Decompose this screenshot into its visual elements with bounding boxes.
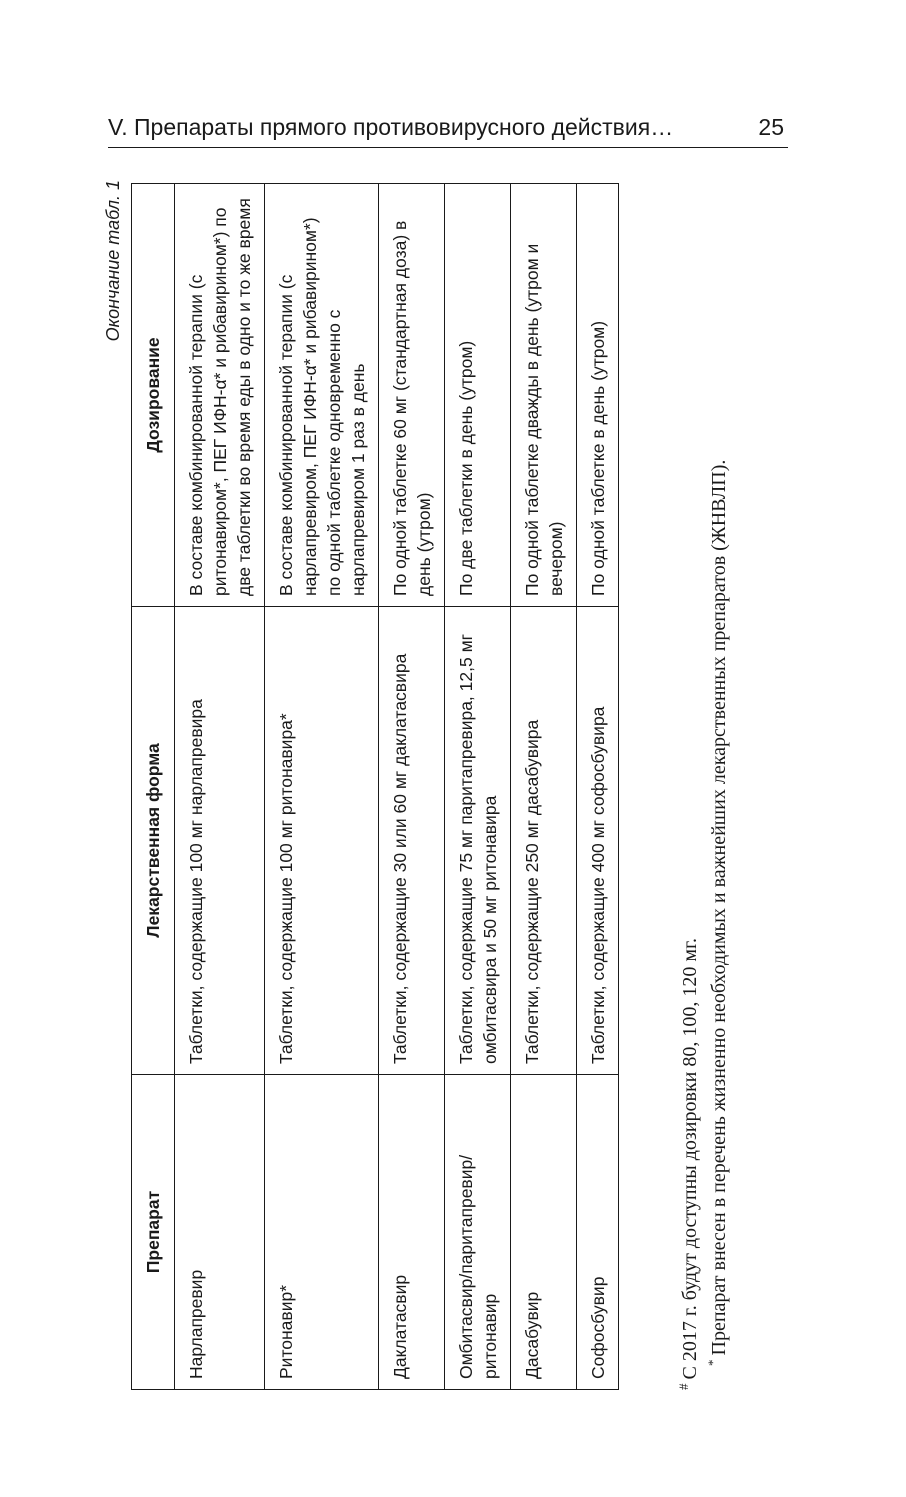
footnote-mark: *	[705, 1359, 721, 1366]
cell-drug: Даклатасвир	[379, 1075, 445, 1390]
cell-drug: Софосбувир	[577, 1075, 619, 1390]
cell-dosage: В составе комбинированной терапии (с ритонавиром*, ПЕГ ИФН-α* и рибавирином*) по две таблетки во время еды в одно и то же время	[175, 184, 265, 607]
footnote-mark: #	[676, 1383, 692, 1390]
table-row	[175, 184, 265, 1390]
column-header-drug: Препарат	[132, 1075, 175, 1390]
cell-form: Таблетки, содержащие 75 мг паритапревира, 12,5 мг омбитасвира и 50 мг ритонавира	[445, 607, 511, 1075]
cell-drug: Дасабувир	[511, 1075, 577, 1390]
footnotes	[676, 184, 734, 1390]
table-row	[445, 184, 511, 1390]
table-caption: Окончание табл. 1	[103, 180, 123, 342]
cell-dosage: По две таблетки в день (утром)	[445, 184, 511, 607]
table-row	[577, 184, 619, 1390]
column-header-form: Лекарственная форма	[132, 607, 175, 1075]
cell-drug: Нарлапревир	[175, 1075, 265, 1390]
footnote-dosage-availability	[676, 184, 705, 1390]
cell-form: Таблетки, содержащие 100 мг нарлапревира	[175, 607, 265, 1075]
cell-form: Таблетки, содержащие 30 или 60 мг даклатасвира	[379, 607, 445, 1075]
cell-dosage: В составе комбинированной терапии (с нарлапревиром, ПЕГ ИФН-α* и рибавирином*) по одной таблетке одновременно с нарлапревиром 1 раз в день	[265, 184, 379, 607]
rotated-content	[100, 170, 790, 1400]
cell-form: Таблетки, содержащие 250 мг дасабувира	[511, 607, 577, 1075]
running-header-title: V. Препараты прямого противовирусного действия…	[108, 114, 674, 140]
column-header-dosage: Дозирование	[132, 184, 175, 607]
footnote-text: Препарат внесен в перечень жизненно необходимых и важнейших лекарственных препаратов (ЖНВЛП).	[708, 459, 730, 1356]
table-row	[265, 184, 379, 1390]
footnote-essential-drugs	[705, 184, 734, 1390]
page-number: 25	[758, 114, 784, 140]
cell-dosage: По одной таблетке 60 мг (стандартная доза) в день (утром)	[379, 184, 445, 607]
header-rule	[108, 147, 788, 148]
cell-drug: Ритонавир*	[265, 1075, 379, 1390]
cell-drug: Омбитасвир/паритапревир/ритонавир	[445, 1075, 511, 1390]
running-header	[108, 112, 788, 142]
cell-dosage: По одной таблетке в день (утром)	[577, 184, 619, 607]
footnote-text: С 2017 г. будут доступны дозировки 80, 100, 120 мг.	[679, 938, 701, 1380]
table-row	[379, 184, 445, 1390]
table-row	[511, 184, 577, 1390]
cell-form: Таблетки, содержащие 100 мг ритонавира*	[265, 607, 379, 1075]
table-header-row	[132, 184, 175, 1390]
cell-form: Таблетки, содержащие 400 мг софосбувира	[577, 607, 619, 1075]
cell-dosage: По одной таблетке дважды в день (утром и вечером)	[511, 184, 577, 607]
drug-table	[131, 183, 619, 1390]
